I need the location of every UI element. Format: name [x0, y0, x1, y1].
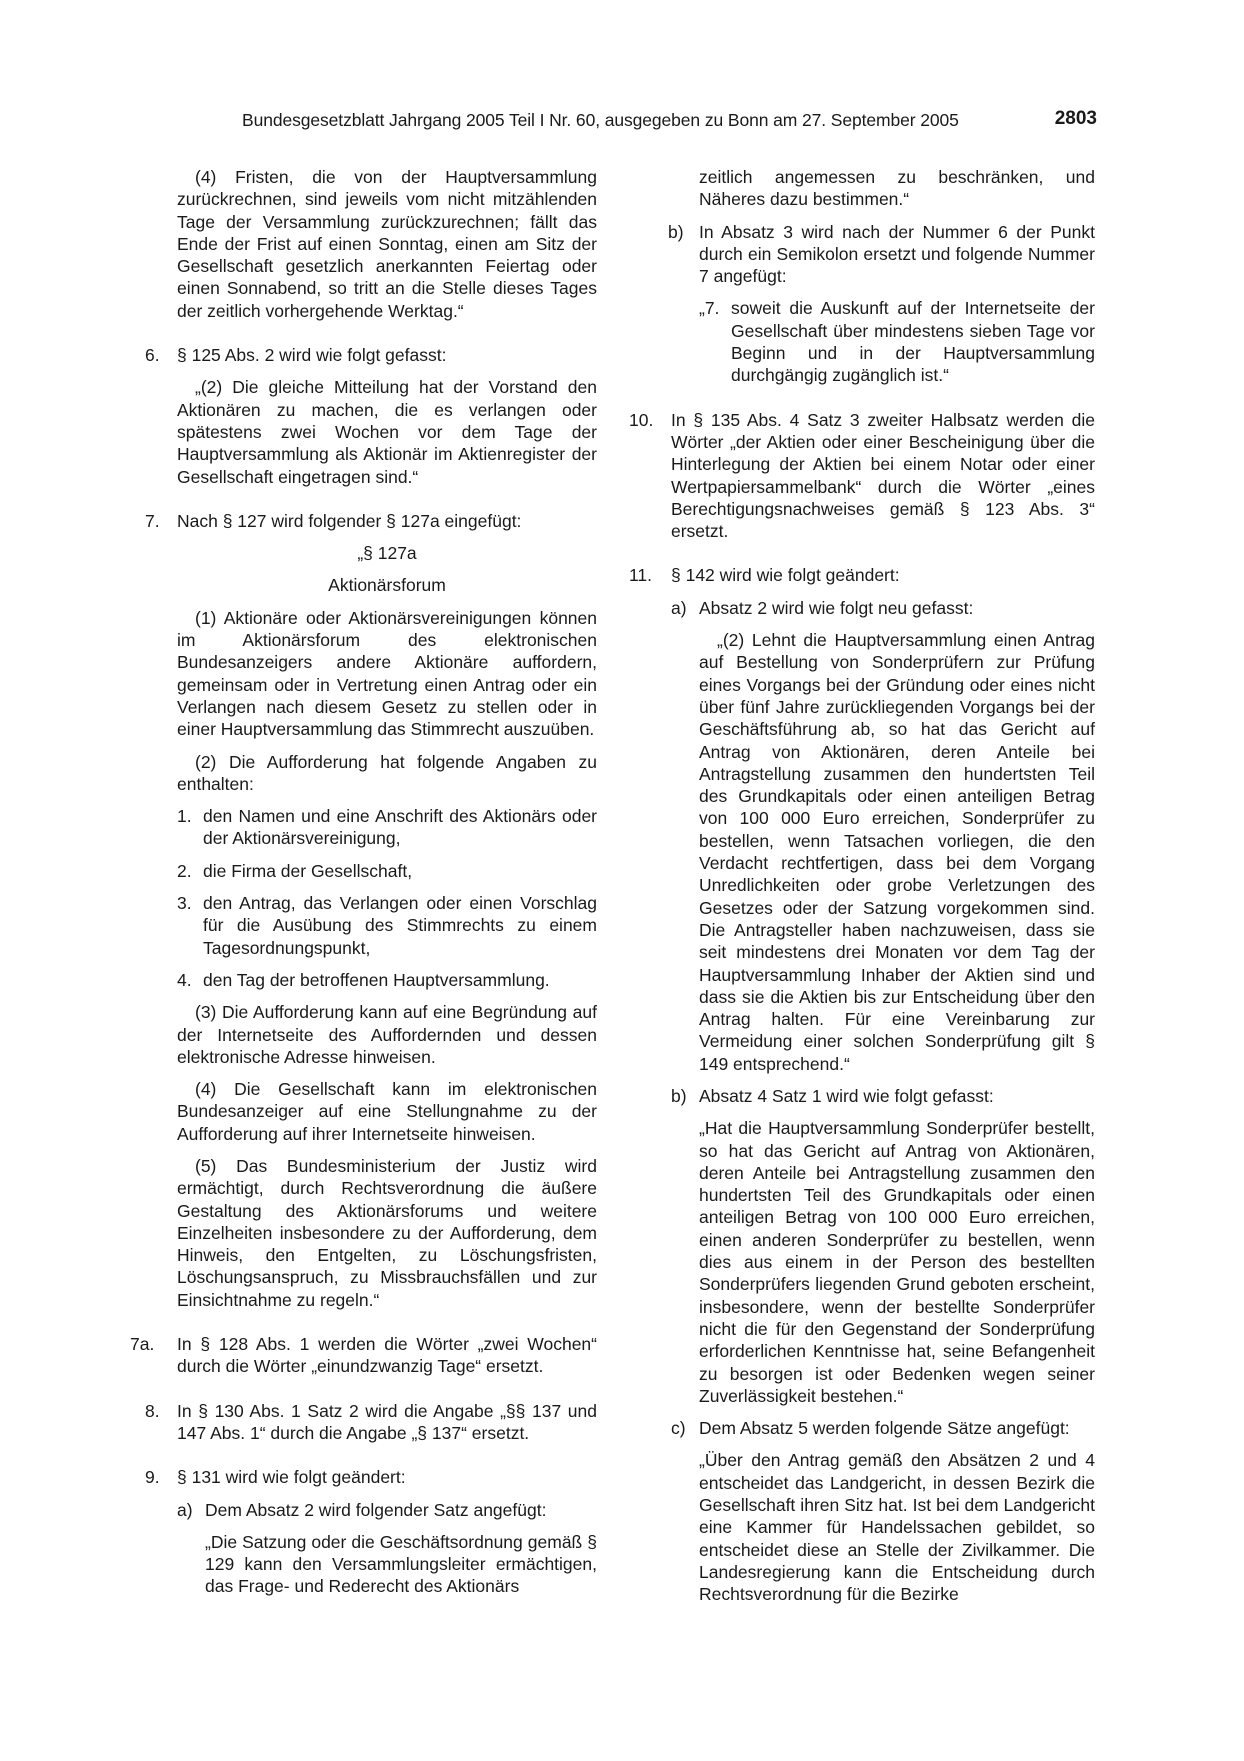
quote-text: „Über den Antrag gemäß den Absätzen 2 und 4 entscheidet das Landgericht, in dessen Bezirk die Gesellschaft ihren Sitz hat. Ist bei dem Landgericht eine Kammer für Handelssachen gebildet, so entscheidet diese an Stelle der Zivilkammer. Die Landesregierung kann die Entscheidung durch Rechtsverordnung für die Bezirke — [699, 1450, 1095, 1605]
quote-list-item — [699, 297, 1095, 386]
item-text: § 142 wird wie folgt geändert: — [671, 565, 900, 586]
right-column — [629, 166, 1095, 1606]
subitem-text: Dem Absatz 2 wird folgender Satz angefügt: — [205, 1499, 547, 1520]
list-text: soweit die Auskunft auf der Internetseite der Gesellschaft über mindestens sieben Tage vor Beginn und in der Hauptversammlung durchgängig zugänglich ist.“ — [731, 298, 1095, 386]
item-11 — [629, 564, 1095, 1605]
list-number: 2. — [177, 860, 192, 881]
paragraph-4-continued: (4) Fristen, die von der Hauptversammlung zurückrechnen, sind jeweils vom nicht mitzählenden Tage der Versammlung zurückzurechnen; fällt das Ende der Frist auf einen Sonntag, einen am Sitz der Gesellschaft gesetzlich anerkannten Feiertag oder einen Sonnabend, so tritt an die Stelle dieses Tages der zeitlich vorhergehende Werktag.“ — [177, 167, 597, 321]
item-number: 7a. — [130, 1334, 155, 1355]
header-title: Bundesgesetzblatt Jahrgang 2005 Teil I Nr. 60, ausgegeben zu Bonn am 27. September 2005 — [242, 110, 959, 130]
list-item — [177, 969, 597, 991]
list-number: „7. — [699, 298, 720, 319]
paragraph-5: (5) Das Bundesministerium der Justiz wird ermächtigt, durch Rechtsverordnung die äußere Gestaltung des Aktionärsforums und weitere Einzelheiten insbesondere zu der Aufforderung, dem Hinweis, den Entgelten, zu Löschungsfristen, Löschungsanspruch, zu Missbrauchsfällen und zur Einsichtnahme zu regeln.“ — [177, 1155, 597, 1310]
item-text: § 125 Abs. 2 wird wie folgt gefasst: — [177, 345, 447, 366]
subitem-c — [671, 1417, 1095, 1605]
subitem-letter: a) — [671, 597, 687, 618]
item-10 — [629, 409, 1095, 543]
subitem-text: In Absatz 3 wird nach der Nummer 6 der Punkt durch ein Semikolon ersetzt und folgende Nummer 7 angefügt: — [699, 221, 1095, 287]
list-text: den Tag der betroffenen Hauptversammlung. — [203, 969, 550, 990]
list-item — [177, 860, 597, 882]
item-text: In § 128 Abs. 1 werden die Wörter „zwei Wochen“ durch die Wörter „einundzwanzig Tage“ ersetzt. — [177, 1334, 597, 1377]
paragraph-2: (2) Die Aufforderung hat folgende Angaben zu enthalten: — [177, 751, 597, 794]
item-7a — [130, 1333, 597, 1378]
item-number: 10. — [629, 409, 654, 430]
quote-text: „Die Satzung oder die Geschäftsordnung gemäß § 129 kann den Versammlungsleiter ermächtigen, das Frage- und Rederecht des Aktionärs — [205, 1531, 597, 1597]
item-number: 11. — [629, 565, 653, 586]
quote-text: „(2) Die gleiche Mitteilung hat der Vorstand den Aktionären zu machen, die es verlangen oder spätestens zwei Wochen vor dem Tage der Hauptversammlung als Aktionär im Aktienregister der Gesellschaft eingetragen sind.“ — [177, 377, 597, 487]
subitem-letter: c) — [671, 1418, 686, 1439]
section-heading: „§ 127a — [357, 543, 417, 564]
item-6 — [145, 344, 597, 488]
subitem-text: Absatz 4 Satz 1 wird wie folgt gefasst: — [699, 1085, 994, 1106]
item-text: Nach § 127 wird folgender § 127a eingefügt: — [177, 510, 522, 531]
subitem-a — [177, 1499, 597, 1598]
list-text: die Firma der Gesellschaft, — [203, 860, 413, 881]
section-title: Aktionärsforum — [328, 575, 446, 596]
subitem-a — [671, 597, 1095, 1075]
item-9 — [145, 1466, 597, 1597]
item-8 — [145, 1400, 597, 1445]
paragraph-4: (4) Die Gesellschaft kann im elektronischen Bundesanzeiger auf eine Stellungnahme zu der Aufforderung auf ihrer Internetseite hinweisen. — [177, 1079, 597, 1144]
page-number: 2803 — [1054, 108, 1097, 129]
item-number: 8. — [145, 1400, 160, 1421]
paragraph-3: (3) Die Aufforderung kann auf eine Begründung auf der Internetseite des Auffordernden und dessen elektronische Adresse hinweisen. — [177, 1002, 597, 1067]
list-number: 1. — [177, 806, 192, 827]
page-header — [242, 110, 1097, 136]
list-text: den Antrag, das Verlangen oder einen Vorschlag für die Ausübung des Stimmrechts zu einem Tagesordnungspunkt, — [203, 893, 597, 958]
subitem-b — [668, 221, 1095, 387]
list-number: 3. — [177, 893, 192, 914]
quote-continued-block — [629, 166, 1095, 211]
list-item — [177, 892, 597, 959]
subitem-letter: b) — [668, 221, 684, 242]
subitem-text: Dem Absatz 5 werden folgende Sätze angefügt: — [699, 1418, 1070, 1439]
subitem-text: Absatz 2 wird wie folgt neu gefasst: — [699, 597, 974, 618]
quote-text: „Hat die Hauptversammlung Sonderprüfer bestellt, so hat das Gericht auf Antrag von Aktionären, deren Anteile bei Antragstellung zusammen den hundertsten Teil des Grundkapitals oder einen anteiligen Betrag von 100 000 Euro erreichen, einen anderen Sonderprüfer zu bestellen, wenn dies aus einem in der Person des bestellten Sonderprüfers liegenden Grund geboten erscheint, insbesondere, wenn der bestellte Sonderprüfer nicht die für den Gegenstand der Sonderprüfung erforderlichen Kenntnisse hat, seine Befangenheit zu besorgen ist oder Bedenken wegen seiner Zuverlässigkeit bestehen.“ — [699, 1118, 1095, 1406]
item-number: 9. — [145, 1467, 160, 1488]
quote-continued: zeitlich angemessen zu beschränken, und Näheres dazu bestimmen.“ — [699, 167, 1095, 210]
subitem-b — [671, 1085, 1095, 1407]
subitem-letter: b) — [671, 1085, 687, 1106]
quote-text: „(2) Lehnt die Hauptversammlung einen Antrag auf Bestellung von Sonderprüfern zur Prüfung eines Vorgangs bei der Gründung oder eines nicht über fünf Jahre zurückliegenden Vorgangs bei der Geschäftsführung ab, so hat das Gericht auf Antrag von Aktionären, deren Anteile bei Antragstellung zusammen den hundertsten Teil des Grundkapitals oder einen anteiligen Betrag von 100 000 Euro erreichen, Sonderprüfer zu bestellen, wenn Tatsachen vorliegen, die den Verdacht rechtfertigen, dass bei dem Vorgang Unredlichkeiten oder grobe Verletzungen des Gesetzes oder der Satzung vorgekommen sind. Die Antragsteller haben nachzuweisen, dass sie seit mindestens drei Monaten vor dem Tag der Hauptversammlung Inhaber der Aktien sind und dass sie die Aktien bis zur Entscheidung über den Antrag halten. Für eine Vereinbarung zur Vermeidung einer solchen Sonderprüfung gilt § 149 entsprechend.“ — [699, 630, 1095, 1074]
item-text: In § 130 Abs. 1 Satz 2 wird die Angabe „§§ 137 und 147 Abs. 1“ durch die Angabe „§ 137“ ersetzt. — [177, 1400, 597, 1443]
item-text: In § 135 Abs. 4 Satz 3 zweiter Halbsatz werden die Wörter „der Aktien oder einer Bescheinigung über die Hinterlegung der Aktien bei einem Notar oder einer Wertpapiersammelbank“ durch die Wörter „eines Berechtigungsnachweises gemäß § 123 Abs. 3“ ersetzt. — [671, 409, 1095, 542]
item-number: 6. — [145, 345, 160, 366]
list-text: den Namen und eine Anschrift des Aktionärs oder der Aktionärsvereinigung, — [203, 806, 597, 849]
item-number: 7. — [145, 510, 160, 531]
subitem-letter: a) — [177, 1499, 193, 1520]
left-column — [130, 166, 597, 1598]
list-item — [177, 805, 597, 850]
paragraph-1: (1) Aktionäre oder Aktionärsvereinigungen können im Aktionärsforum des elektronischen Bundesanzeigers andere Aktionäre auffordern, gemeinsam oder in Vertretung einen Antrag oder ein Verlangen nach diesem Gesetz zu stellen oder in einer Hauptversammlung das Stimmrecht auszuüben. — [177, 607, 597, 740]
item-text: § 131 wird wie folgt geändert: — [177, 1467, 406, 1488]
item-7 — [145, 510, 597, 1311]
list-number: 4. — [177, 969, 192, 990]
